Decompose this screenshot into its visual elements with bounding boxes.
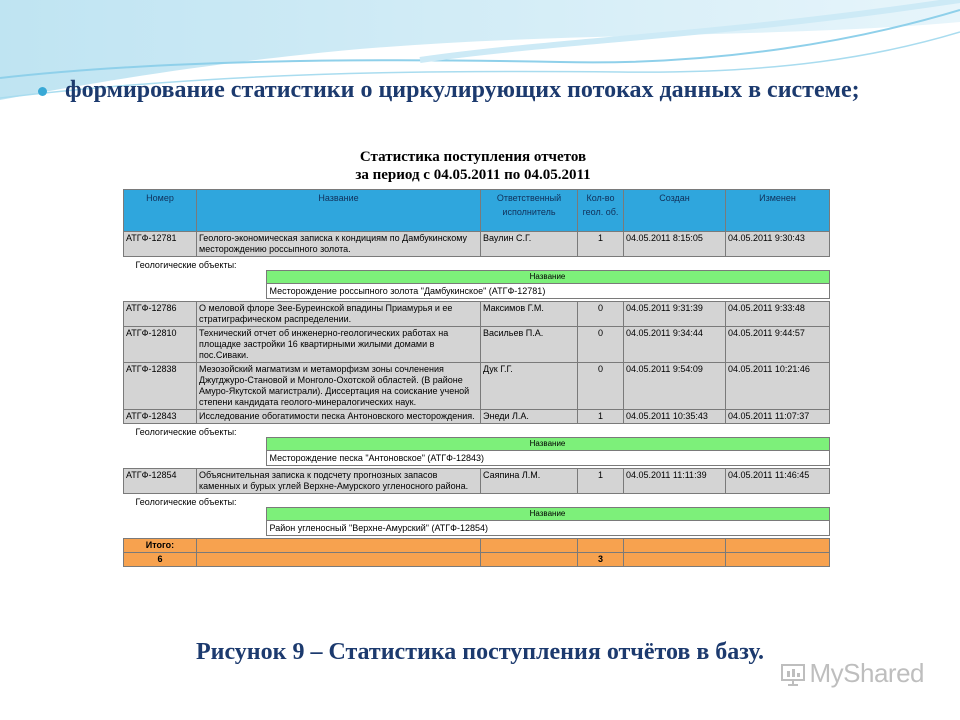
report-image <box>116 140 830 632</box>
table-header-row <box>124 190 830 232</box>
cell-created: 04.05.2011 9:54:09 <box>624 363 726 410</box>
total-geo: 3 <box>578 553 624 567</box>
decorative-waves <box>0 0 960 130</box>
geo-subheader: Название <box>266 437 830 451</box>
cell-name: Мезозойский магматизм и метаморфизм зоны сочленения Джугджуро-Становой и Монголо-Охотской областей. (В районе Амуро-Якутской магистрали). Диссертация на соискание ученой степени кандидата геолого-минералогических наук. <box>197 363 481 410</box>
cell-modified: 04.05.2011 9:33:48 <box>726 302 830 327</box>
total-values-row <box>124 553 830 567</box>
watermark-text: MyShared <box>809 658 924 688</box>
cell-created: 04.05.2011 8:15:05 <box>624 232 726 257</box>
cell-modified: 04.05.2011 10:21:46 <box>726 363 830 410</box>
cell-name: Технический отчет об инженерно-геологических работах на площадке застройки 16 квартирными жилыми домами в пос.Сиваки. <box>197 327 481 363</box>
cell-created: 04.05.2011 11:11:39 <box>624 469 726 494</box>
cell-created: 04.05.2011 10:35:43 <box>624 410 726 424</box>
cell-modified: 04.05.2011 11:07:37 <box>726 410 830 424</box>
cell-count: 1 <box>578 232 624 257</box>
table-row <box>124 410 830 424</box>
cell-count: 0 <box>578 363 624 410</box>
cell-created: 04.05.2011 9:34:44 <box>624 327 726 363</box>
cell-count: 1 <box>578 469 624 494</box>
cell-name: Исследование обогатимости песка Антоновского месторождения. <box>197 410 481 424</box>
col-header-created: Создан <box>624 190 726 232</box>
cell-modified: 04.05.2011 11:46:45 <box>726 469 830 494</box>
table-row <box>124 363 830 410</box>
cell-name: Геолого-экономическая записка к кондициям по Дамбукинскому месторождению россыпного золота. <box>197 232 481 257</box>
report-table <box>123 189 830 567</box>
cell-count: 1 <box>578 410 624 424</box>
cell-num: АТГФ-12781 <box>124 232 197 257</box>
col-header-modified: Изменен <box>726 190 830 232</box>
cell-num: АТГФ-12810 <box>124 327 197 363</box>
geo-subheader: Название <box>266 270 830 284</box>
geo-object: Месторождение песка "Антоновское" (АТГФ-12843) <box>266 451 830 466</box>
cell-created: 04.05.2011 9:31:39 <box>624 302 726 327</box>
bullet-heading <box>38 76 918 105</box>
geo-objects-block <box>124 257 830 302</box>
report-title: Статистика поступления отчетов за период с 04.05.2011 по 04.05.2011 <box>355 149 591 183</box>
figure-caption: Рисунок 9 – Статистика поступления отчётов в базу. <box>195 639 765 665</box>
cell-resp: Васильев П.А. <box>481 327 578 363</box>
col-header-resp: Ответственный исполнитель <box>481 190 578 232</box>
geo-objects-block <box>124 494 830 539</box>
col-header-count: Кол-во геол. об. <box>578 190 624 232</box>
cell-count: 0 <box>578 302 624 327</box>
bullet-text: формирование статистики о циркулирующих потоках данных в системе; <box>65 77 860 103</box>
cell-num: АТГФ-12854 <box>124 469 197 494</box>
bullet-icon <box>38 87 47 96</box>
geo-subheader: Название <box>266 507 830 521</box>
cell-name: О меловой флоре Зее-Буреинской впадины Приамурья и ее стратиграфическом распределении. <box>197 302 481 327</box>
cell-resp: Дук Г.Г. <box>481 363 578 410</box>
cell-num: АТГФ-12843 <box>124 410 197 424</box>
cell-resp: Энеди Л.А. <box>481 410 578 424</box>
geo-label: Геологические объекты: <box>135 260 237 270</box>
total-reports: 6 <box>124 553 197 567</box>
presentation-icon <box>780 661 806 687</box>
table-row <box>124 327 830 363</box>
cell-num: АТГФ-12838 <box>124 363 197 410</box>
table-row <box>124 469 830 494</box>
cell-num: АТГФ-12786 <box>124 302 197 327</box>
cell-count: 0 <box>578 327 624 363</box>
cell-name: Объяснительная записка к подсчету прогнозных запасов каменных и бурых углей Верхне-Амурского угленосного района. <box>197 469 481 494</box>
table-row <box>124 232 830 257</box>
geo-object: Месторождение россыпного золота "Дамбукинское" (АТГФ-12781) <box>266 284 830 299</box>
col-header-name: Название <box>197 190 481 232</box>
total-label-row <box>124 539 830 553</box>
total-label: Итого: <box>124 539 197 553</box>
geo-object: Район угленосный "Верхне-Амурский" (АТГФ-12854) <box>266 521 830 536</box>
geo-objects-block <box>124 424 830 469</box>
cell-modified: 04.05.2011 9:30:43 <box>726 232 830 257</box>
table-row <box>124 302 830 327</box>
cell-resp: Саяпина Л.М. <box>481 469 578 494</box>
watermark <box>780 658 925 689</box>
col-header-num: Номер <box>124 190 197 232</box>
geo-label: Геологические объекты: <box>135 427 237 437</box>
cell-modified: 04.05.2011 9:44:57 <box>726 327 830 363</box>
cell-resp: Ваулин С.Г. <box>481 232 578 257</box>
cell-resp: Максимов Г.М. <box>481 302 578 327</box>
geo-label: Геологические объекты: <box>135 497 237 507</box>
